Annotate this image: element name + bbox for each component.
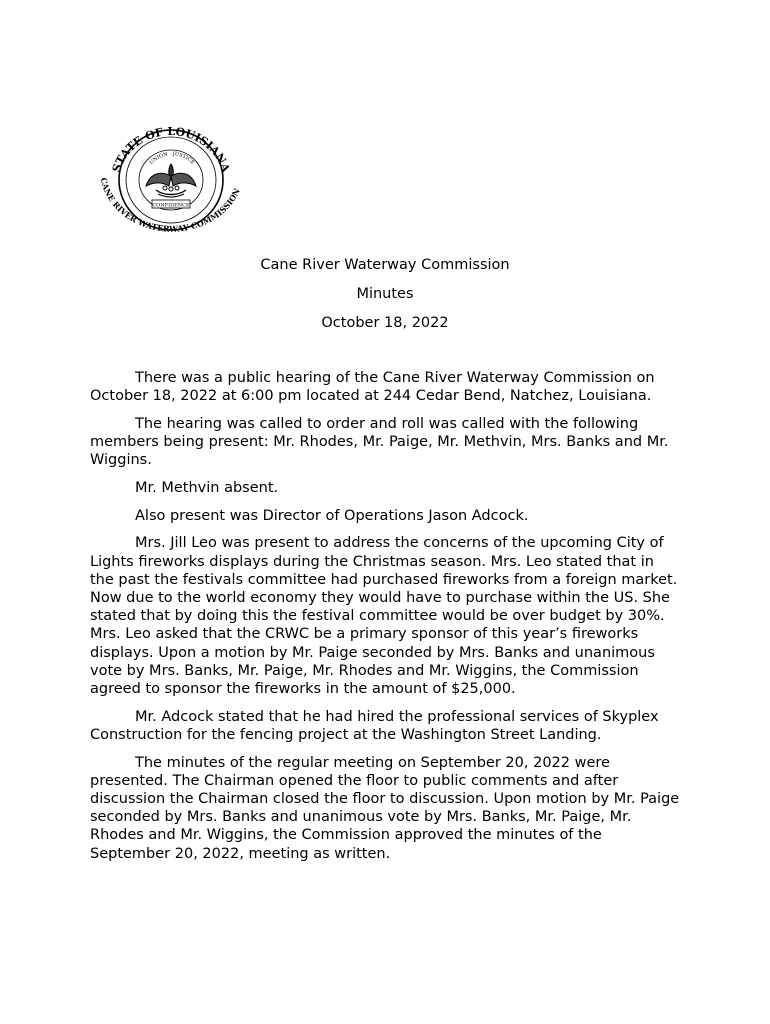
- svg-text:UNION · JUSTICE: UNION · JUSTICE: [148, 151, 196, 166]
- svg-text:CONFIDENCE: CONFIDENCE: [152, 202, 190, 209]
- paragraph-roll-call: The hearing was called to order and roll was called with the following members being present: Mr. Rhodes, Mr. Paige, Mr. Methvin, Mrs. Banks and Mr. Wiggins.: [90, 415, 669, 469]
- paragraph-minutes-approval: The minutes of the regular meeting on September 20, 2022 were presented. The Chairman opened the floor to public comments and after discussion the Chairman closed the floor to discussion. Upon motion by Mr. Paige seconded by Mrs. Banks and unanimous vote by Mrs. Banks, Mr. Paige, Mr. Rhodes and Mr. Wiggins, the Commission approved the minutes of the September 20, 2022, meeting as written.: [90, 754, 680, 862]
- paragraph-also-present: Also present was Director of Operations Jason Adcock.: [135, 507, 529, 524]
- document-type: Minutes: [356, 286, 414, 302]
- commission-title: Cane River Waterway Commission: [260, 257, 510, 273]
- svg-text:STATE OF LOUISIANA: STATE OF LOUISIANA: [109, 125, 233, 174]
- paragraph-fencing-project: Mr. Adcock stated that he had hired the professional services of Skyplex Construction for the fencing project at the Washington Street Landing.: [90, 708, 659, 743]
- commission-seal-logo: [96, 124, 246, 242]
- paragraph-public-hearing: There was a public hearing of the Cane River Waterway Commission on October 18, 2022 at 6:00 pm located at 244 Cedar Bend, Natchez, Louisiana.: [90, 370, 655, 405]
- svg-text:CANE RIVER WATERWAY COMMISSION: CANE RIVER WATERWAY COMMISSION: [98, 176, 242, 234]
- paragraph-absent: Mr. Methvin absent.: [135, 480, 279, 497]
- minutes-body: [90, 369, 682, 872]
- meeting-date: October 18, 2022: [321, 315, 449, 331]
- paragraph-fireworks: Mrs. Jill Leo was present to address the concerns of the upcoming City of Lights fireworks displays during the Christmas season. Mrs. Leo stated that in the past the festivals committee had purchased fireworks from a foreign market. Now due to the world economy they would have to purchase within the US. She stated that by doing this the festival committee would be over budget by 30%. Mrs. Leo asked that the CRWC be a primary sponsor of this year’s fireworks displays. Upon a motion by Mr. Paige seconded by Mrs. Banks and unanimous vote by Mrs. Banks, Mr. Paige, Mr. Rhodes and Mr. Wiggins, the Commission agreed to sponsor the fireworks in the amount of $25,000.: [90, 535, 678, 698]
